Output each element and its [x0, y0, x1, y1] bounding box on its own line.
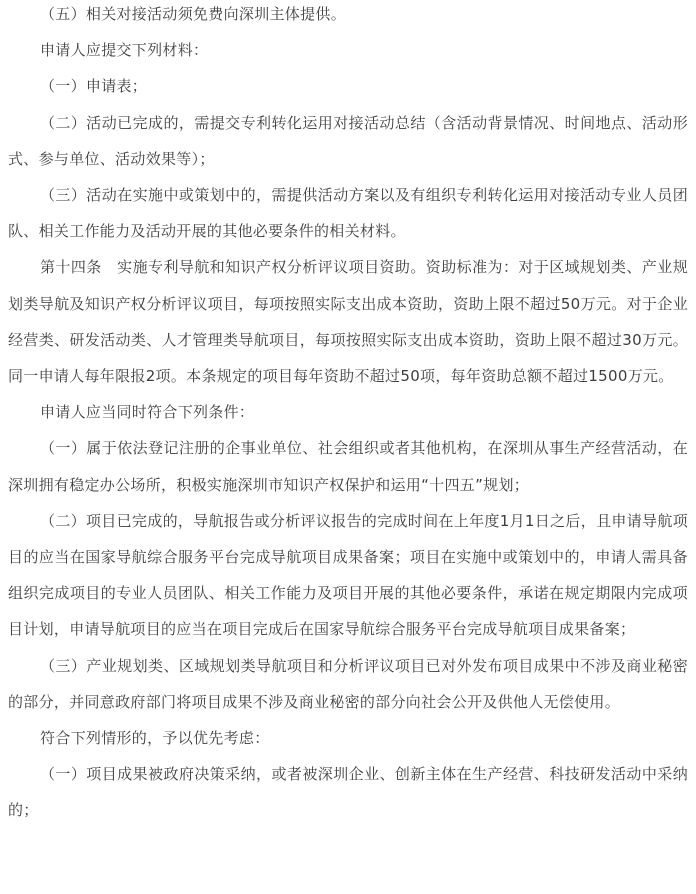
paragraph-application-form: （一）申请表；: [40, 77, 148, 96]
paragraph-condition-1: （一）属于依法登记注册的企事业单位、社会组织或者其他机构，在深圳从事生产经营活动，在深圳拥有稳定办公场所，积极实施深圳市知识产权保护和运用“十四五”规划；: [8, 439, 688, 494]
paragraph-priority-heading: 符合下列情形的，予以优先考虑：: [40, 729, 270, 748]
paragraph-condition-2: （二）项目已完成的，导航报告或分析评议报告的完成时间在上年度1月1日之后，且申请导航项目的应当在国家导航综合服务平台完成导航项目成果备案；项目在实施中或策划中的，申请人需具备组织完成项目的专业人员团队、相关工作能力及项目开展的其他必要条件，承诺在规定期限内完成项目计划，申请导航项目的应当在项目完成后在国家导航综合服务平台完成导航项目成果备案；: [8, 511, 688, 639]
paragraph-priority-1: （一）项目成果被政府决策采纳，或者被深圳企业、创新主体在生产经营、科技研发活动中采纳的；: [8, 765, 688, 820]
paragraph-condition-3: （三）产业规划类、区域规划类导航项目和分析评议项目已对外发布项目成果中不涉及商业秘密的部分，并同意政府部门将项目成果不涉及商业秘密的部分向社会公开及供他人无偿使用。: [8, 656, 688, 711]
paragraph-materials-heading: 申请人应提交下列材料：: [40, 41, 209, 60]
paragraph-activity-plan: （三）活动在实施中或策划中的，需提供活动方案以及有组织专利转化运用对接活动专业人员团队、相关工作能力及活动开展的其他必要条件的相关材料。: [8, 186, 688, 241]
paragraph-article-14: 第十四条 实施专利导航和知识产权分析评议项目资助。资助标准为：对于区域规划类、产业规划类导航及知识产权分析评议项目，每项按照实际支出成本资助，资助上限不超过50万元。对于企业经营类、研发活动类、人才管理类导航项目，每项按照实际支出成本资助，资助上限不超过30万元。同一申请人每年限报2项。本条规定的项目每年资助不超过50项，每年资助总额不超过1500万元。: [8, 258, 688, 386]
paragraph-conditions-heading: 申请人应当同时符合下列条件：: [40, 403, 255, 422]
paragraph-completed-activity-summary: （二）活动已完成的，需提交专利转化运用对接活动总结（含活动背景情况、时间地点、活动形式、参与单位、活动效果等）；: [8, 113, 688, 168]
paragraph-fifth-free-activities: （五）相关对接活动须免费向深圳主体提供。: [40, 5, 347, 23]
